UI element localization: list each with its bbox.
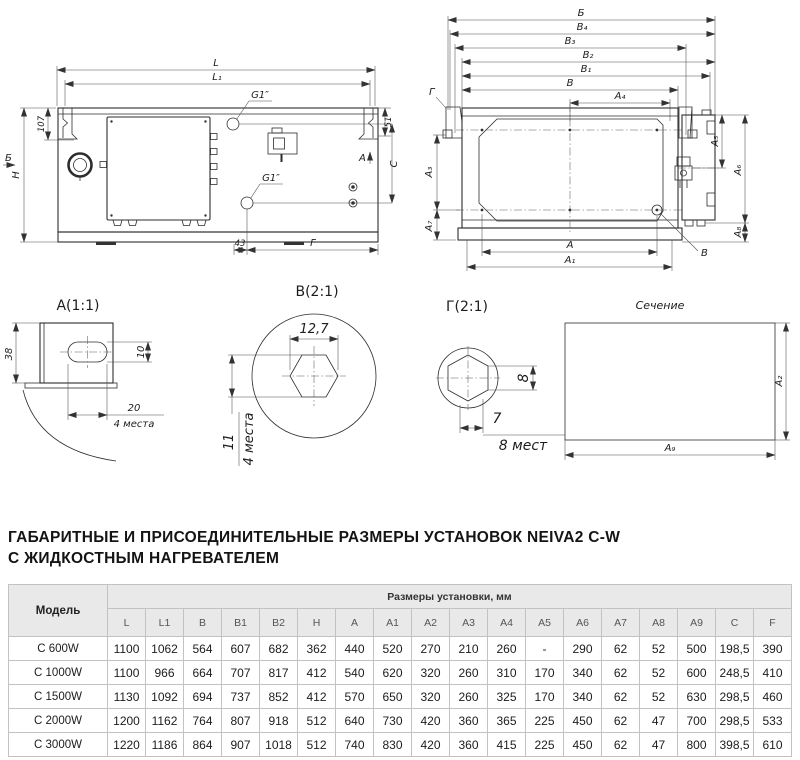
value-cell: 62	[602, 685, 640, 709]
dim-12-7: 12,7	[299, 322, 329, 337]
intake-opening	[479, 119, 663, 221]
dimensions-table	[8, 584, 792, 757]
page-title-line2: С ЖИДКОСТНЫМ НАГРЕВАТЕЛЕМ	[8, 550, 280, 567]
dim-A9: А₉	[664, 443, 676, 454]
detail-b-title: В(2:1)	[295, 284, 339, 300]
value-cell: 764	[184, 709, 222, 733]
dim-8: 8	[516, 373, 532, 383]
dim-A5: А₅	[710, 135, 721, 147]
model-cell: С 600W	[9, 637, 108, 661]
value-cell: 450	[564, 733, 602, 757]
col-header: A2	[412, 609, 450, 637]
dim-20-places: 4 места	[113, 419, 155, 430]
value-cell: 47	[640, 733, 678, 757]
value-cell: -	[526, 637, 564, 661]
value-cell: 225	[526, 733, 564, 757]
value-cell: 1200	[108, 709, 146, 733]
value-cell: 398,5	[716, 733, 754, 757]
group-header: Размеры установки, мм	[108, 585, 792, 609]
hex-bolts	[349, 183, 357, 207]
value-cell: 412	[298, 661, 336, 685]
dim-A7: А₇	[424, 220, 435, 232]
model-cell: С 3000W	[9, 733, 108, 757]
value-cell: 415	[488, 733, 526, 757]
detail-g-drawing	[436, 346, 500, 410]
value-cell: 737	[222, 685, 260, 709]
value-cell: 52	[640, 685, 678, 709]
col-header: A7	[602, 609, 640, 637]
top-view-svg	[400, 0, 800, 290]
value-cell: 365	[488, 709, 526, 733]
value-cell: 340	[564, 685, 602, 709]
dim-A3: А₃	[424, 166, 435, 178]
value-cell: 817	[260, 661, 298, 685]
dim-38: 38	[4, 347, 15, 361]
dim-51: 51	[384, 116, 394, 128]
value-cell: 52	[640, 661, 678, 685]
value-cell: 500	[678, 637, 716, 661]
value-cell: 260	[488, 637, 526, 661]
right-flange	[679, 107, 692, 138]
value-cell: 966	[146, 661, 184, 685]
value-cell: 340	[564, 661, 602, 685]
value-cell: 360	[450, 709, 488, 733]
col-header: A5	[526, 609, 564, 637]
dim-L1: L₁	[212, 72, 222, 83]
dim-7: 7	[492, 411, 502, 427]
col-header: H	[298, 609, 336, 637]
col-header: A9	[678, 609, 716, 637]
col-header: C	[716, 609, 754, 637]
model-cell: С 1000W	[9, 661, 108, 685]
model-cell: С 1500W	[9, 685, 108, 709]
col-header: B	[184, 609, 222, 637]
dim-B-total: Б	[577, 8, 585, 19]
dim-C: C	[389, 160, 400, 168]
dim-A8: А₈	[733, 226, 744, 238]
value-cell: 533	[754, 709, 792, 733]
detail-a-title: А(1:1)	[56, 298, 100, 314]
detail-a-drawing	[23, 323, 117, 461]
pipe-label-top: G1″	[251, 90, 269, 101]
value-cell: 1220	[108, 733, 146, 757]
value-cell: 210	[450, 637, 488, 661]
detail-a-dimensions	[4, 323, 164, 430]
view-a-label: А	[359, 153, 366, 164]
front-view-svg	[0, 48, 400, 290]
section-duct-outline	[565, 323, 775, 440]
table-row	[9, 685, 792, 709]
value-cell: 700	[678, 709, 716, 733]
value-cell: 170	[526, 685, 564, 709]
value-cell: 440	[336, 637, 374, 661]
value-cell: 740	[336, 733, 374, 757]
dim-V4: В₄	[576, 22, 588, 33]
value-cell: 460	[754, 685, 792, 709]
foot	[284, 242, 304, 245]
value-cell: 62	[602, 661, 640, 685]
right-bracket	[359, 108, 378, 139]
sensor	[268, 128, 297, 162]
dim-L: L	[213, 58, 219, 69]
value-cell: 664	[184, 661, 222, 685]
dim-V3: В₃	[564, 36, 576, 47]
value-cell: 682	[260, 637, 298, 661]
value-cell: 298,5	[716, 685, 754, 709]
value-cell: 450	[564, 709, 602, 733]
value-cell: 630	[678, 685, 716, 709]
table-row	[9, 661, 792, 685]
table-column-header-row	[9, 609, 792, 637]
left-bracket	[58, 108, 77, 139]
value-cell: 52	[640, 637, 678, 661]
value-cell: 62	[602, 709, 640, 733]
value-cell: 390	[754, 637, 792, 661]
value-cell: 1018	[260, 733, 298, 757]
value-cell: 610	[754, 733, 792, 757]
value-cell: 62	[602, 733, 640, 757]
value-cell: 512	[298, 733, 336, 757]
value-cell: 564	[184, 637, 222, 661]
col-header: L1	[146, 609, 184, 637]
pipe-connection-bottom	[241, 173, 283, 209]
value-cell: 650	[374, 685, 412, 709]
value-cell: 1186	[146, 733, 184, 757]
pipe-label-bottom: G1″	[262, 173, 280, 184]
value-cell: 864	[184, 733, 222, 757]
col-header: A4	[488, 609, 526, 637]
section-dimensions	[565, 323, 790, 460]
value-cell: 852	[260, 685, 298, 709]
value-cell: 320	[412, 661, 450, 685]
dim-V1: В₁	[580, 64, 592, 75]
detail-g-title: Г(2:1)	[446, 299, 488, 315]
col-header: L	[108, 609, 146, 637]
value-cell: 620	[374, 661, 412, 685]
value-cell: 800	[678, 733, 716, 757]
value-cell: 198,5	[716, 637, 754, 661]
value-cell: 1130	[108, 685, 146, 709]
col-header: B1	[222, 609, 260, 637]
section-view-svg	[558, 295, 800, 470]
value-cell: 412	[298, 685, 336, 709]
value-cell: 320	[412, 685, 450, 709]
page-title-line1: ГАБАРИТНЫЕ И ПРИСОЕДИНИТЕЛЬНЫЕ РАЗМЕРЫ УСТАНОВОК NEIVA2 C-W	[8, 529, 621, 546]
value-cell: 420	[412, 709, 450, 733]
dim-A6: А₆	[733, 164, 744, 176]
value-cell: 170	[526, 661, 564, 685]
col-header: A3	[450, 609, 488, 637]
value-cell: 1100	[108, 637, 146, 661]
value-cell: 410	[754, 661, 792, 685]
model-cell: С 2000W	[9, 709, 108, 733]
value-cell: 1100	[108, 661, 146, 685]
col-header: A8	[640, 609, 678, 637]
dim-A: А	[566, 240, 574, 251]
value-cell: 512	[298, 709, 336, 733]
value-cell: 570	[336, 685, 374, 709]
junction-box	[100, 117, 217, 226]
value-cell: 1062	[146, 637, 184, 661]
table-group-header-row	[9, 585, 792, 609]
value-cell: 298,5	[716, 709, 754, 733]
value-cell: 707	[222, 661, 260, 685]
value-cell: 520	[374, 637, 412, 661]
detail-b-svg	[222, 282, 440, 500]
value-cell: 694	[184, 685, 222, 709]
value-cell: 362	[298, 637, 336, 661]
dim-V2: В₂	[582, 50, 594, 61]
value-cell: 830	[374, 733, 412, 757]
detail-g-dimensions	[460, 366, 565, 454]
section-title: Сечение	[635, 299, 685, 312]
front-view-dimensions	[11, 58, 400, 255]
dim-11-places: 4 места	[242, 412, 257, 466]
value-cell: 225	[526, 709, 564, 733]
view-b-label: Б	[5, 153, 12, 164]
view-g-label: Г	[429, 87, 435, 98]
col-header: F	[754, 609, 792, 637]
table-row	[9, 637, 792, 661]
dim-43: 43	[234, 239, 246, 249]
dim-107: 107	[37, 115, 47, 133]
front-view-body	[3, 90, 392, 255]
col-header: B2	[260, 609, 298, 637]
col-header: A	[336, 609, 374, 637]
left-flange	[446, 107, 462, 138]
dim-7-places: 8 мест	[498, 438, 548, 454]
value-cell: 540	[336, 661, 374, 685]
fan-port	[69, 154, 92, 182]
value-cell: 270	[412, 637, 450, 661]
foot	[96, 242, 116, 245]
detail-a-svg	[6, 298, 170, 475]
dim-H: H	[11, 171, 22, 179]
value-cell: 640	[336, 709, 374, 733]
col-header: A6	[564, 609, 602, 637]
value-cell: 248,5	[716, 661, 754, 685]
dim-A4: А₄	[614, 91, 626, 102]
value-cell: 730	[374, 709, 412, 733]
view-v-label: В	[701, 248, 708, 259]
col-header: A1	[374, 609, 412, 637]
value-cell: 260	[450, 685, 488, 709]
table-row	[9, 733, 792, 757]
value-cell: 1092	[146, 685, 184, 709]
dim-F: F	[310, 238, 316, 249]
value-cell: 62	[602, 637, 640, 661]
detail-g-svg	[435, 295, 565, 465]
model-column-header: Модель	[9, 585, 108, 637]
detail-b-dimensions	[222, 322, 338, 466]
dim-V: В	[566, 78, 574, 89]
value-cell: 260	[450, 661, 488, 685]
page-title	[8, 527, 620, 569]
value-cell: 918	[260, 709, 298, 733]
value-cell: 290	[564, 637, 602, 661]
table-row	[9, 709, 792, 733]
value-cell: 325	[488, 685, 526, 709]
value-cell: 807	[222, 709, 260, 733]
value-cell: 47	[640, 709, 678, 733]
dim-A1: А₁	[564, 255, 576, 266]
dim-11: 11	[222, 433, 237, 451]
value-cell: 607	[222, 637, 260, 661]
dim-20: 20	[127, 403, 141, 414]
value-cell: 907	[222, 733, 260, 757]
value-cell: 600	[678, 661, 716, 685]
value-cell: 420	[412, 733, 450, 757]
value-cell: 310	[488, 661, 526, 685]
value-cell: 360	[450, 733, 488, 757]
dim-10: 10	[136, 345, 147, 359]
dim-A2: А₂	[774, 375, 785, 387]
top-view-body	[429, 87, 720, 259]
value-cell: 1162	[146, 709, 184, 733]
